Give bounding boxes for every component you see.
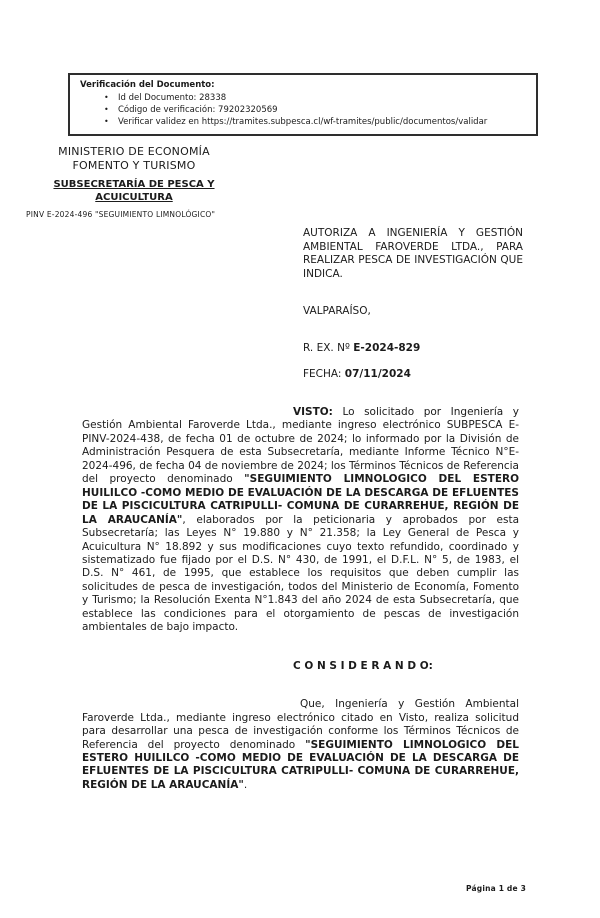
- resolution-number-label: R. EX. Nº: [303, 342, 354, 354]
- verification-item-text: Id del Documento: 28338: [118, 93, 227, 103]
- verification-list: [80, 92, 528, 128]
- resolution-number: E-2024-829: [353, 342, 421, 354]
- project-reference: PINV E-2024-496 "SEGUIMIENTO LIMNOLÓGICO": [26, 210, 216, 219]
- verification-title: Verificación del Documento:: [80, 80, 215, 90]
- ministry-line1: MINISTERIO DE ECONOMÍA: [58, 145, 210, 158]
- verification-item-document-id: [80, 92, 528, 104]
- resolution-subject: AUTORIZA A INGENIERÍA Y GESTIÓN AMBIENTAL FAROVERDE LTDA., PARA REALIZAR PESCA DE INVESTIGACIÓN QUE INDICA.: [303, 227, 523, 280]
- visto-text-1: Lo solicitado por Ingeniería y Gestión Ambiental Faroverde Ltda., mediante ingreso electrónico SUBPESCA E-PINV-2024-438, de fecha 01 de octubre de 2024; lo informado por la División de Administración Pesquera de esta Subsecretaría, mediante Informe Técnico N°E-2024-496, de fecha 04 de noviembre de 2024; los Términos Técnicos de Referencia del proyecto denominado: [82, 406, 519, 486]
- bullet-icon: •: [104, 105, 109, 114]
- visto-paragraph: [82, 406, 519, 635]
- verification-item-text: Código de verificación: 79202320569: [118, 105, 278, 115]
- subsecretary-line1: SUBSECRETARÍA DE PESCA Y: [53, 179, 215, 190]
- considerando-heading: C O N S I D E R A N D O:: [293, 659, 433, 672]
- subsecretary-name: [26, 179, 242, 204]
- considerando-text-1: Que, Ingeniería y Gestión Ambiental Faroverde Ltda., mediante ingreso electrónico citado en Visto, realiza solicitud para desarrollar una pesca de investigación conforme los Términos Técnicos de Referencia del proyecto denominado: [82, 698, 519, 751]
- project-title-bold: "SEGUIMIENTO LIMNOLOGICO DEL ESTERO HUILILCO -COMO MEDIO DE EVALUACIÓN DE LA DESCARGA DE EFLUENTES DE LA PISCICULTURA CATRIPULLI- COMUNA DE CURARREHUE, REGIÓN DE LA ARAUCANÍA": [82, 473, 520, 526]
- ministry-line2: FOMENTO Y TURISMO: [72, 158, 196, 172]
- resolution-number-line: [303, 342, 420, 354]
- verification-item-url: [80, 116, 528, 128]
- subsecretary-line2: ACUICULTURA: [95, 191, 173, 203]
- considerando-paragraph: [82, 698, 519, 792]
- verification-box: [68, 73, 538, 136]
- verification-url-text: Verificar validez en https://tramites.subpesca.cl/wf-tramites/public/documentos/validar: [118, 117, 488, 127]
- considerando-text-2: .: [243, 778, 248, 791]
- verification-item-code: [80, 104, 528, 116]
- date-line: [303, 368, 411, 380]
- bullet-icon: •: [104, 93, 109, 102]
- bullet-icon: •: [104, 117, 109, 126]
- visto-text-2: , elaborados por la peticionaria y aprobados por esta Subsecretaría; las Leyes N° 19.880 y N° 21.358; la Ley General de Pesca y Acuicultura N° 18.892 y sus modificaciones cuyo texto refundido, coordinado y sistematizado fue fijado por el D.S. N° 430, de 1991, el D.F.L. N° 5, de 1983, el D.S. N° 461, de 1995, que establece los requisitos que deben cumplir las solicitudes de pesca de investigación, todos del Ministerio de Economía, Fomento y Turismo; la Resolución Exenta N°1.843 del año 2024 de esta Subsecretaría, que establece las condiciones para el otorgamiento de pescas de investigación ambientales de bajo impacto.: [82, 513, 519, 634]
- date-label: FECHA:: [303, 368, 345, 380]
- project-title-bold: "SEGUIMIENTO LIMNOLOGICO DEL ESTERO HUILILCO -COMO MEDIO DE EVALUACIÓN DE LA DESCARGA DE EFLUENTES DE LA PISCICULTURA CATRIPULLI- COMUNA DE CURARREHUE, REGIÓN DE LA ARAUCANÍA": [82, 738, 519, 791]
- date-value: 07/11/2024: [344, 368, 411, 380]
- city-line: VALPARAÍSO,: [303, 305, 371, 317]
- org-header: [26, 145, 242, 219]
- visto-label: VISTO:: [293, 406, 333, 418]
- document-body: [82, 406, 519, 792]
- ministry-name: [26, 145, 242, 172]
- page-indicator: Página 1 de 3: [466, 884, 527, 893]
